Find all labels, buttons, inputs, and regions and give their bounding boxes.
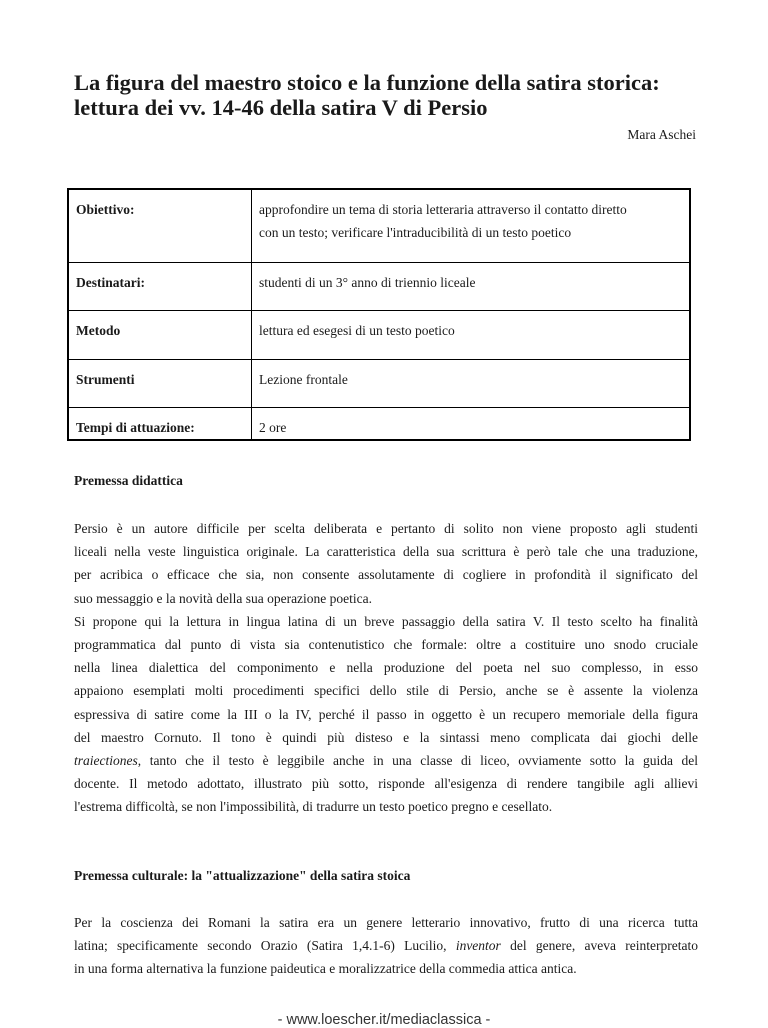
- row-label: Obiettivo:: [68, 189, 252, 263]
- section-heading-premessa-didattica: Premessa didattica: [74, 473, 183, 488]
- row-label: Destinatari:: [68, 263, 252, 311]
- info-table: [67, 188, 691, 441]
- row-value: lettura ed esegesi di un testo poetico: [252, 311, 691, 360]
- section-heading-premessa-culturale: Premessa culturale: la "attualizzazione" della satira stoica: [74, 868, 411, 883]
- table-row: [68, 408, 690, 441]
- paragraph-3: Per la coscienza dei Romani la satira era un genere letterario innovativo, frutto di una ricerca tutta latina; specificamente secondo Orazio (Satira 1,4.1-6) Lucilio, inventor del genere, aveva reinterpretato in una forma alternativa la funzione paideutica e moralizzatrice della commedia attica antica.: [74, 915, 699, 977]
- title-line-2: lettura dei vv. 14-46 della satira V di Persio: [74, 95, 488, 120]
- paragraph-1: Persio è un autore difficile per scelta deliberata e pertanto di solito non viene proposto agli studenti liceali nella veste linguistica originale. La caratteristica della sua scrittura è però tale che una traduzione, per acribica o efficace che sia, non consente assolutamente di cogliere in profondità il significato del suo messaggio e la novità della sua operazione poetica. Si propone qui la lettura in lingua latina di un breve passaggio della satira V. Il testo scelto ha finalità programmatica dal punto di vista sia contenutistico che formale: oltre a costituire uno snodo cruciale nella linea dialettica del componimento e nella produzione del poeta nel suo complesso, in esso appaiono esemplati molti procedimenti specifici dello stile di Persio, anche se è assente la violenza espressiva di satire come la III o la IV, perché il passo in oggetto è un recupero memoriale della figura del maestro Cornuto. Il tono è quindi più disteso e la sintassi meno complicata dai giochi delle traiectiones, tanto che il testo è leggibile anche in una classe di liceo, ovviamente sotto la guida del docente. Il metodo adottato, illustrato più sotto, risponde all'esigenza di rendere tangibile agli allievi l'estrema difficoltà, se non l'impossibilità, di tradurre un testo poetico pregno e cesellato.: [74, 521, 698, 815]
- author-name: Mara Aschei: [627, 127, 696, 142]
- footer-link[interactable]: - www.loescher.it/mediaclassica -: [277, 1012, 491, 1028]
- table-row: [68, 311, 690, 360]
- row-value: Lezione frontale: [252, 360, 691, 408]
- row-value: 2 ore: [252, 408, 691, 441]
- row-label: Metodo: [68, 311, 252, 360]
- row-label: Tempi di attuazione:: [68, 408, 252, 441]
- title-line-1: La figura del maestro stoico e la funzione della satira storica:: [74, 70, 660, 95]
- document-title: [74, 70, 714, 120]
- row-value: studenti di un 3° anno di triennio liceale: [252, 263, 691, 311]
- table-row: [68, 189, 690, 263]
- table-row: [68, 263, 690, 311]
- table-row: [68, 360, 690, 408]
- row-label: Strumenti: [68, 360, 252, 408]
- row-value: approfondire un tema di storia letteraria attraverso il contatto diretto con un testo; verificare l'intraducibilità di un testo poetico: [252, 189, 691, 263]
